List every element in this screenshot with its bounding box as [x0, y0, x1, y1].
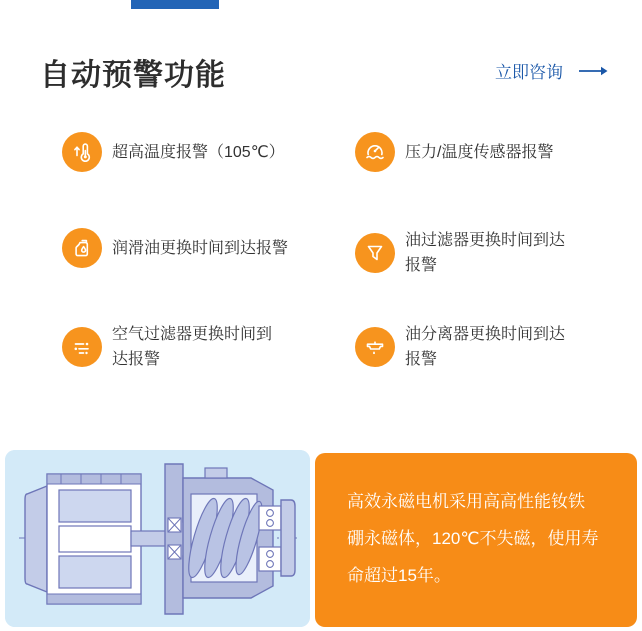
- feature-label: 油过滤器更换时间到达 报警: [405, 232, 566, 274]
- arrow-right-icon: [578, 65, 608, 77]
- top-tab-indicator: [131, 0, 219, 9]
- feature-item-oil-separator-alarm: [355, 322, 565, 372]
- feature-label: 润滑油更换时间到达报警: [112, 239, 289, 257]
- motor-cross-section-image: [5, 450, 310, 627]
- page-title: 自动预警功能: [40, 59, 226, 92]
- feature-label: 压力/温度传感器报警: [405, 143, 554, 161]
- thermometer-up-icon: [62, 132, 102, 172]
- funnel-icon: [355, 233, 395, 273]
- oil-separator-icon: [355, 327, 395, 367]
- feature-item-sensor-alarm: [355, 132, 553, 172]
- feature-item-lubricant-alarm: [62, 228, 288, 268]
- feature-item-high-temp-alarm: [62, 132, 285, 172]
- consult-link[interactable]: [495, 58, 608, 83]
- info-card-line: 硼永磁体，120℃不失磁，使用寿: [347, 529, 599, 548]
- info-card-line: 高效永磁电机采用高高性能钕铁: [347, 492, 585, 511]
- info-card-line: 命超过15年。: [347, 566, 451, 585]
- feature-item-air-filter-alarm: [62, 322, 272, 372]
- consult-link-label: 立即咨询: [495, 63, 563, 82]
- oil-bottle-icon: [62, 228, 102, 268]
- motor-screw-compressor-cross-section-drawing: [5, 614, 310, 627]
- feature-label: 油分离器更换时间到达 报警: [405, 326, 566, 368]
- feature-item-oil-filter-alarm: [355, 228, 565, 278]
- pressure-gauge-icon: [355, 132, 395, 172]
- feature-label: 空气过滤器更换时间到 达报警: [112, 326, 273, 368]
- motor-info-card: [315, 453, 637, 627]
- airflow-icon: [62, 327, 102, 367]
- feature-label: 超高温度报警（105℃）: [112, 143, 285, 161]
